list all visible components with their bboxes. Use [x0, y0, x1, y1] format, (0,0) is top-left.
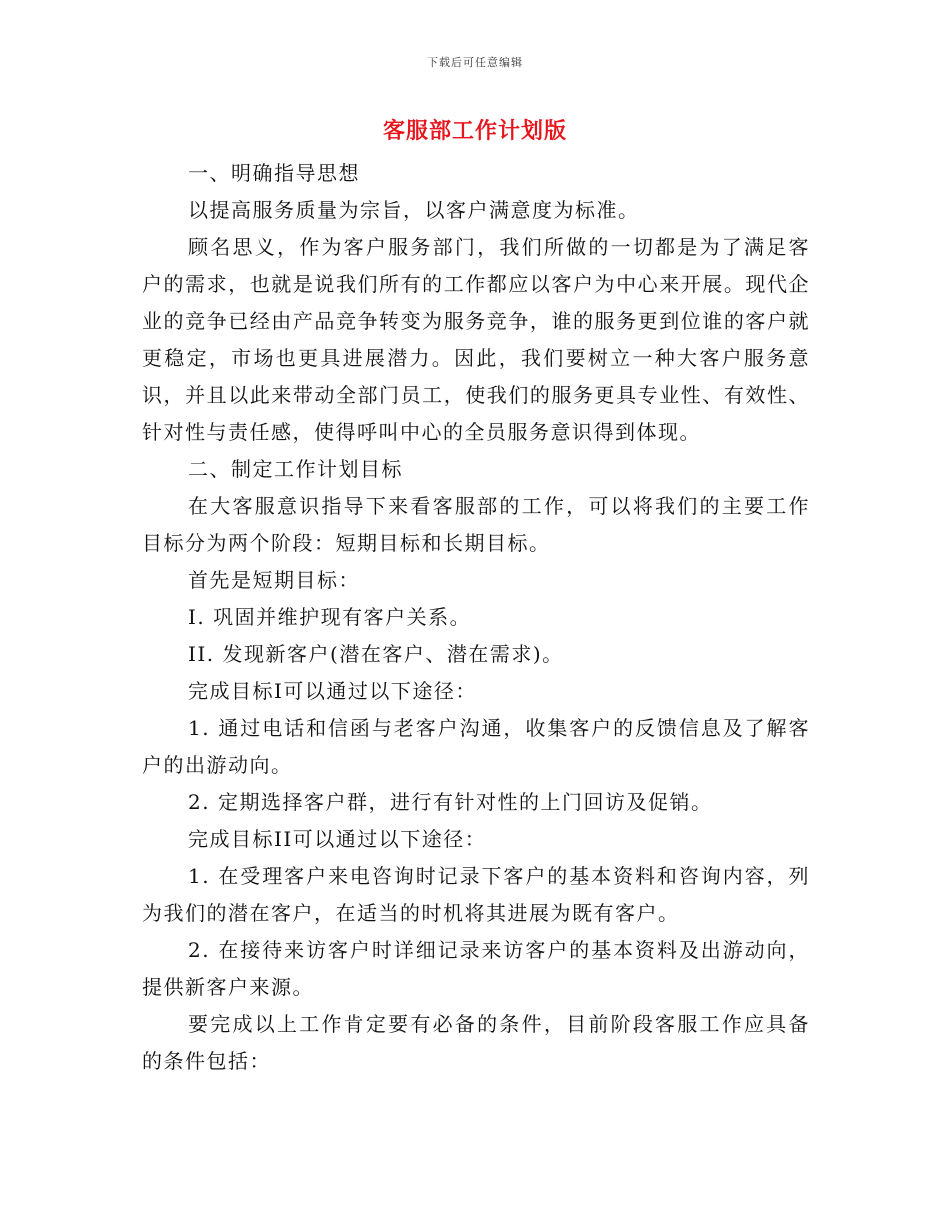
document-title: 客服部工作计划版 [382, 118, 567, 144]
list-item: 2. 定期选择客户群，进行有针对性的上门回访及促销。 [188, 790, 713, 814]
section-heading-1: 一、明确指导思想 [188, 161, 360, 185]
paragraph: 在大客服意识指导下来看客服部的工作，可以将我们的主要工作目标分为两个阶段：短期目标和长期目标。 [142, 494, 810, 555]
paragraph: 完成目标II可以通过以下途径： [188, 827, 487, 851]
paragraph: 首先是短期目标： [188, 568, 360, 592]
list-item: 2. 在接待来访客户时详细记录来访客户的基本资料及出游动向，提供新客户来源。 [142, 938, 810, 999]
header-note: 下载后可任意编辑 [427, 56, 523, 69]
paragraph: 要完成以上工作肯定要有必备的条件，目前阶段客服工作应具备的条件包括： [142, 1012, 810, 1073]
list-item: 1. 在受理客户来电咨询时记录下客户的基本资料和咨询内容，列为我们的潜在客户，在适当的时机将其进展为既有客户。 [142, 864, 810, 925]
paragraph: 顾名思义，作为客户服务部门，我们所做的一切都是为了满足客户的需求，也就是说我们所有的工作都应以客户为中心来开展。现代企业的竞争已经由产品竞争转变为服务竞争，谁的服务更到位谁的客户就更稳定，市场也更具进展潜力。因此，我们要树立一种大客户服务意识，并且以此来带动全部门员工，使我们的服务更具专业性、有效性、针对性与责任感，使得呼叫中心的全员服务意识得到体现。 [142, 235, 810, 444]
paragraph: 以提高服务质量为宗旨，以客户满意度为标准。 [188, 198, 640, 222]
list-item: II. 发现新客户(潜在客户、潜在需求)。 [188, 642, 564, 666]
list-item: I. 巩固并维护现有客户关系。 [188, 605, 472, 629]
document-body [142, 155, 810, 1080]
paragraph: 完成目标I可以通过以下途径： [188, 679, 477, 703]
list-item: 1. 通过电话和信函与老客户沟通，收集客户的反馈信息及了解客户的出游动向。 [142, 716, 810, 777]
section-heading-2: 二、制定工作计划目标 [188, 457, 403, 481]
